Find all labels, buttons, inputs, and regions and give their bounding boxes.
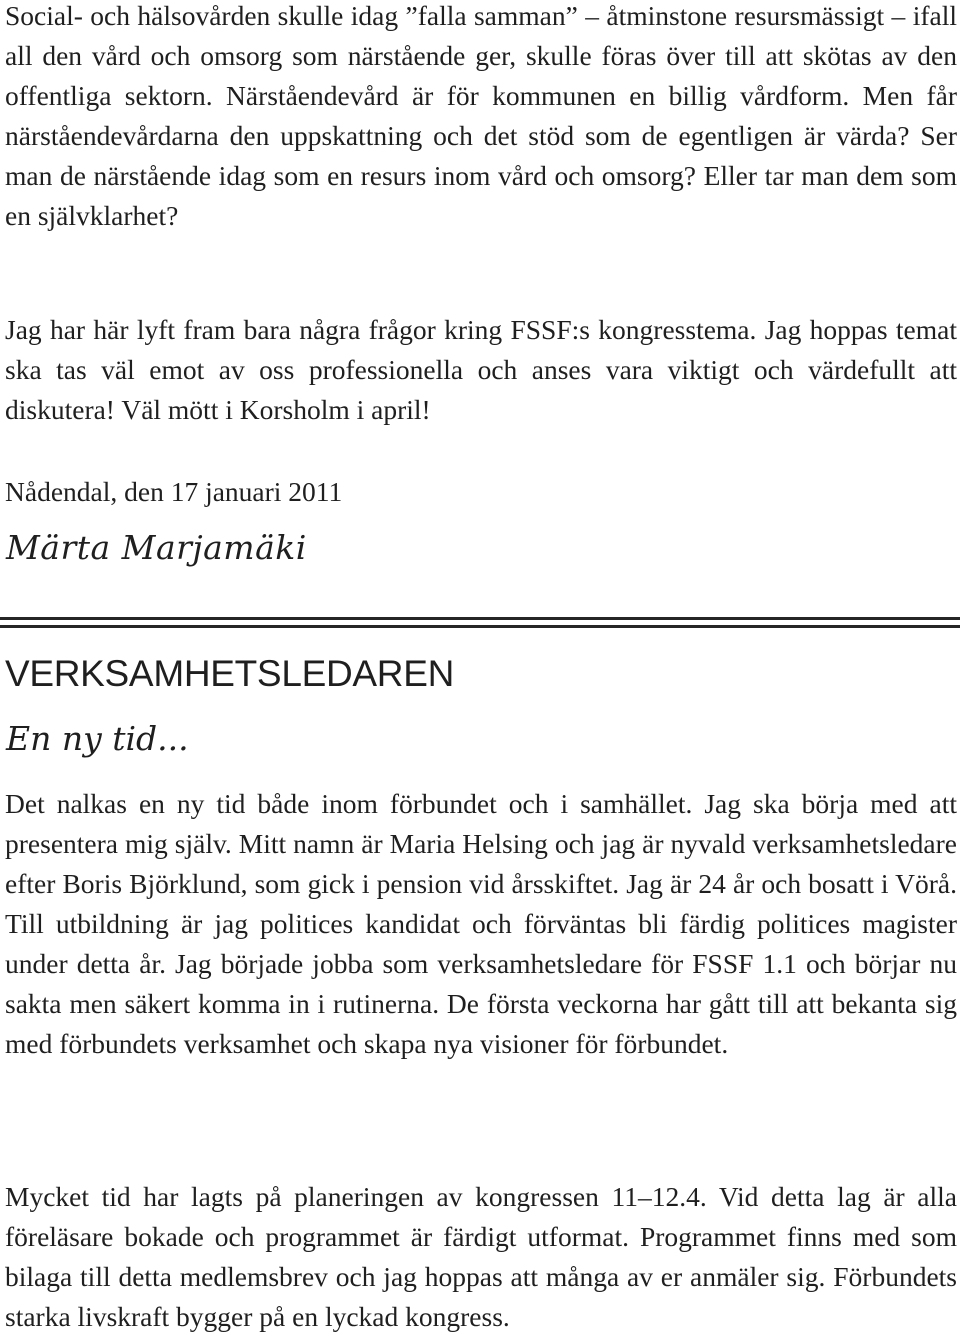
section-divider-top xyxy=(0,617,960,620)
body-paragraph-congress: Mycket tid har lagts på planeringen av kongressen 11–12.4. Vid detta lag är alla föreläsare bokade och programmet är färdigt utformat. Programmet finns med som bilaga till detta medlemsbrev och jag hoppas att många av er anmäler sig. Förbundets starka livskraft bygger på en lyckad kongress. xyxy=(5,1181,957,1332)
section-subheading: En ny tid... xyxy=(6,719,189,758)
signature: Märta Marjamäki xyxy=(6,528,307,567)
section-heading: VERKSAMHETSLEDAREN xyxy=(5,653,454,694)
dateline: Nådendal, den 17 januari 2011 xyxy=(5,476,343,507)
closing-paragraph: Jag har här lyft fram bara några frågor kring FSSF:s kongresstema. Jag hoppas temat ska tas väl emot av oss professionella och anses vara viktigt och värdefullt att diskutera! Väl mött i Korsholm i april! xyxy=(5,314,957,425)
body-paragraph-introduction: Det nalkas en ny tid både inom förbundet och i samhället. Jag ska börja med att presentera mig själv. Mitt namn är Maria Helsing och jag är nyvald verksamhetsledare efter Boris Björklund, som gick i pension vid årsskiftet. Jag är 24 år och bosatt i Vörå. Till utbildning är jag politices kandidat och förväntas bli färdig politices magister under detta år. Jag började jobba som verksamhetsledare för FSSF 1.1 och börjar nu sakta men säkert komma in i rutinerna. De första veckorna har gått till att bekanta sig med förbundets verksamhet och skapa nya visioner för förbundet. xyxy=(5,788,957,1059)
section-divider-bottom xyxy=(0,625,960,628)
intro-paragraph: Social- och hälsovården skulle idag ”falla samman” – åtminstone resursmässigt – ifall all den vård och omsorg som närstående ger, skulle föras över till att skötas av den offentliga sektorn. Närståendevård är för kommunen en billig vårdform. Men får närståendevårdarna den uppskattning och det stöd som de egentligen är värda? Ser man de närstående idag som en resurs inom vård och omsorg? Eller tar man dem som en självklarhet? xyxy=(5,0,957,231)
